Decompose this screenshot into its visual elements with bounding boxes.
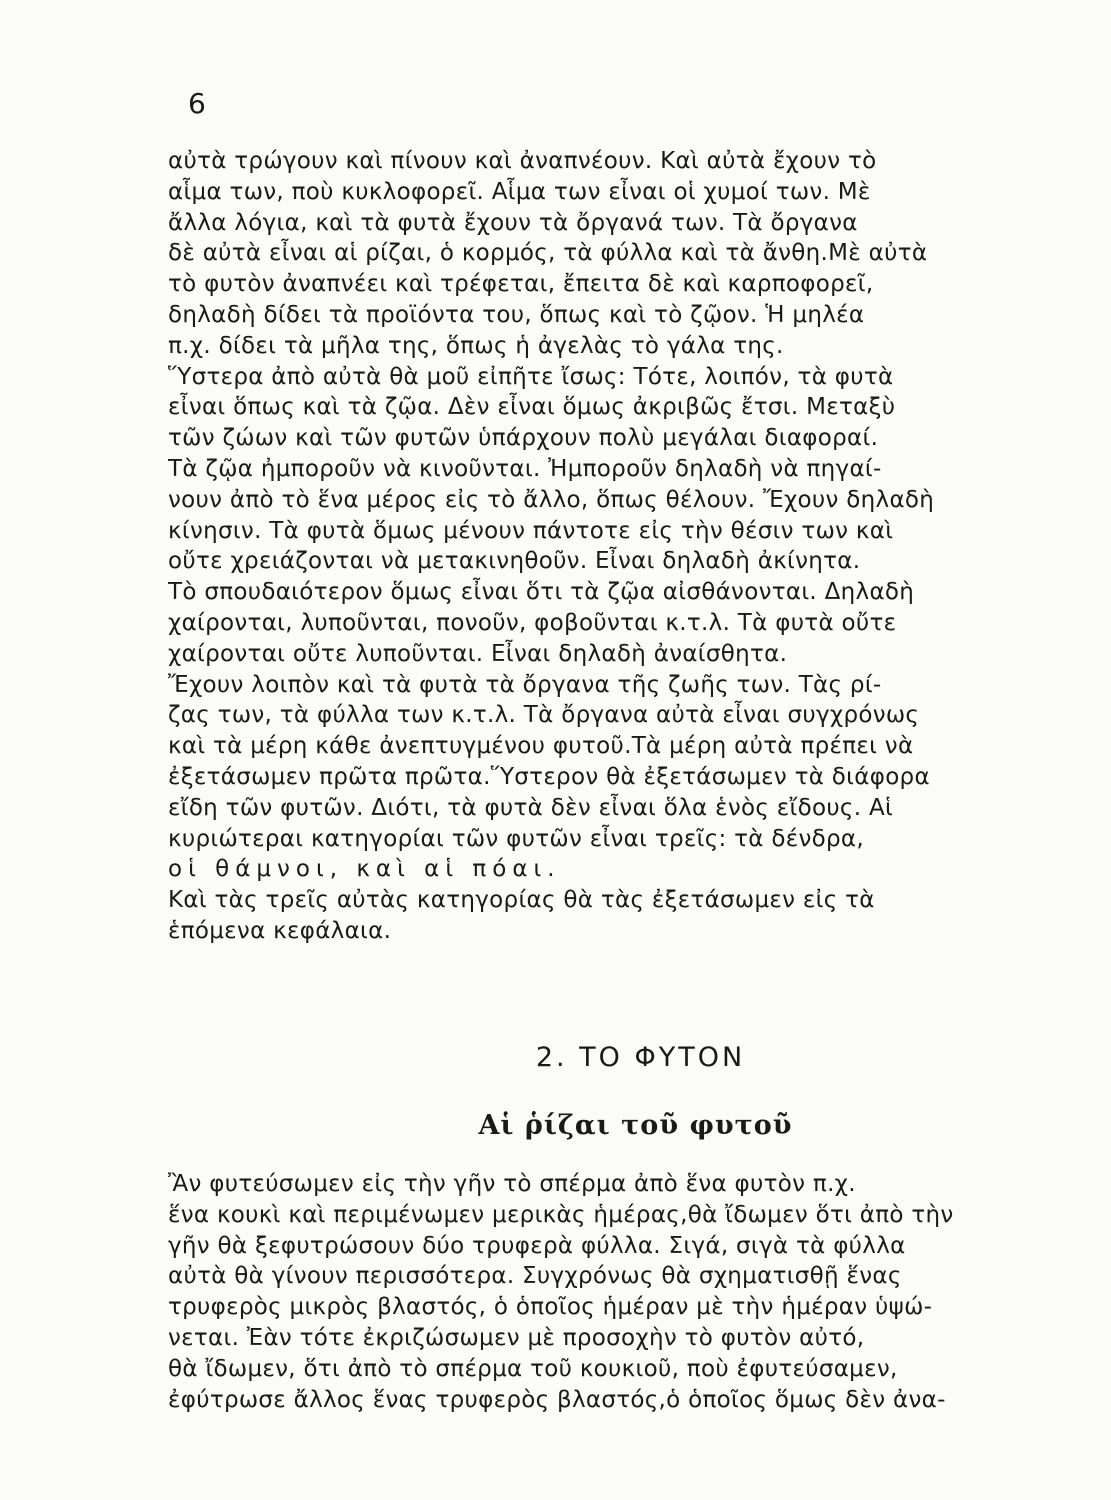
body-text-section-1: [168, 146, 1111, 947]
text-line: οἱ θάμνοι, καὶ αἱ πόαι.: [168, 856, 561, 883]
body-text-section-2: [168, 1169, 1111, 1415]
text-line: ἐξετάσωμεν πρῶτα πρῶτα.Ὕστερον θὰ ἐξετάσωμεν τὰ διάφορα: [168, 763, 930, 790]
text-line: Ἂν φυτεύσωμεν εἰς τὴν γῆν τὸ σπέρμα ἀπὸ ἕνα φυτὸν π.χ.: [168, 1171, 856, 1197]
text-line: ἄλλα λόγια, καὶ τὰ φυτὰ ἔχουν τὰ ὄργανά των. Τὰ ὄργανα: [168, 209, 858, 236]
text-line: χαίρονται, λυποῦνται, πονοῦν, φοβοῦνται κ.τ.λ. Τὰ φυτὰ οὔτε: [168, 609, 897, 636]
text-line: νεται. Ἐὰν τότε ἐκριζώσωμεν μὲ προσοχὴν τὸ φυτὸν αὐτό,: [168, 1324, 865, 1351]
text-line: νουν ἀπὸ τὸ ἕνα μέρος εἰς τὸ ἄλλο, ὅπως θέλουν. Ἔχουν δηλαδὴ: [168, 486, 935, 513]
text-line: Τὸ σπουδαιότερον ὅμως εἶναι ὅτι τὰ ζῷα αἰσθάνονται. Δηλαδὴ: [168, 579, 915, 606]
text-line: Ἔχουν λοιπὸν καὶ τὰ φυτὰ τὰ ὄργανα τῆς ζωῆς των. Τὰς ρί-: [168, 671, 882, 698]
text-line: ἕνα κουκὶ καὶ περιμένωμεν μερικὰς ἡμέρας,θὰ ἴδωμεν ὅτι ἀπὸ τὴν: [168, 1201, 954, 1228]
text-line: Ὕστερα ἀπὸ αὐτὰ θὰ μοῦ εἰπῆτε ἴσως: Τότε, λοιπόν, τὰ φυτὰ: [168, 363, 894, 390]
text-line: Καὶ τὰς τρεῖς αὐτὰς κατηγορίας θὰ τὰς ἐξετάσωμεν εἰς τὰ: [168, 887, 875, 914]
text-line: τῶν ζώων καὶ τῶν φυτῶν ὑπάρχουν πολὺ μεγάλαι διαφοραί.: [168, 425, 879, 452]
text-line: γῆν θὰ ξεφυτρώσουν δύο τρυφερὰ φύλλα. Σιγά, σιγὰ τὰ φύλλα: [168, 1232, 906, 1259]
section-heading: Αἱ ῥίζαι τοῦ φυτοῦ: [478, 1110, 793, 1141]
text-line: θὰ ἴδωμεν, ὅτι ἀπὸ τὸ σπέρμα τοῦ κουκιοῦ, ποὺ ἐφυτεύσαμεν,: [168, 1355, 898, 1382]
text-line: χαίρονται οὔτε λυποῦνται. Εἶναι δηλαδὴ ἀναίσθητα.: [168, 640, 788, 667]
text-line: τὸ φυτὸν ἀναπνέει καὶ τρέφεται, ἔπειτα δὲ καὶ καρποφορεῖ,: [168, 271, 874, 298]
chapter-heading: 2. ΤΟ ΦΥΤΟΝ: [535, 1042, 746, 1073]
text-line: αὐτὰ θὰ γίνουν περισσότερα. Συγχρόνως θὰ σχηματισθῇ ἕνας: [168, 1263, 902, 1290]
text-line: ζας των, τὰ φύλλα των κ.τ.λ. Τὰ ὄργανα αὐτὰ εἶναι συγχρόνως: [168, 702, 920, 729]
text-line: οὔτε χρειάζονται νὰ μετακινηθοῦν. Εἶναι δηλαδὴ ἀκίνητα.: [168, 548, 861, 575]
page-number: 6: [188, 87, 206, 120]
text-line: αἷμα των, ποὺ κυκλοφορεῖ. Αἷμα των εἶναι οἱ χυμοί των. Μὲ: [168, 178, 871, 205]
text-line: εἶναι ὅπως καὶ τὰ ζῷα. Δὲν εἶναι ὅμως ἀκριβῶς ἔτσι. Μεταξὺ: [168, 394, 896, 421]
text-line: Τὰ ζῷα ἠμποροῦν νὰ κινοῦνται. Ἠμποροῦν δηλαδὴ νὰ πηγαί-: [168, 455, 882, 482]
text-line: π.χ. δίδει τὰ μῆλα της, ὅπως ἡ ἀγελὰς τὸ γάλα της.: [168, 332, 784, 359]
text-line: αὐτὰ τρώγουν καὶ πίνουν καὶ ἀναπνέουν. Καὶ αὐτὰ ἔχουν τὸ: [168, 148, 877, 174]
text-line: τρυφερὸς μικρὸς βλαστός, ὁ ὁποῖος ἡμέραν μὲ τὴν ἡμέραν ὑψώ-: [168, 1294, 933, 1321]
text-line: ἑπόμενα κεφάλαια.: [168, 917, 392, 944]
text-line: ἐφύτρωσε ἄλλος ἕνας τρυφερὸς βλαστός,ὁ ὁποῖος ὅμως δὲν ἀνα-: [168, 1386, 946, 1413]
text-line: κίνησιν. Τὰ φυτὰ ὅμως μένουν πάντοτε εἰς τὴν θέσιν των καὶ: [168, 517, 894, 544]
text-line: καὶ τὰ μέρη κάθε ἀνεπτυγμένου φυτοῦ.Τὰ μέρη αὐτὰ πρέπει νὰ: [168, 733, 914, 760]
text-line: δηλαδὴ δίδει τὰ προϊόντα του, ὅπως καὶ τὸ ζῷον. Ἡ μηλέα: [168, 301, 865, 328]
text-line: κυριώτεραι κατηγορίαι τῶν φυτῶν εἶναι τρεῖς: τὰ δένδρα,: [168, 825, 864, 852]
text-line: δὲ αὐτὰ εἶναι αἱ ρίζαι, ὁ κορμός, τὰ φύλλα καὶ τὰ ἄνθη.Μὲ αὐτὰ: [168, 240, 928, 267]
text-line: εἴδη τῶν φυτῶν. Διότι, τὰ φυτὰ δὲν εἶναι ὅλα ἑνὸς εἴδους. Αἱ: [168, 794, 894, 821]
